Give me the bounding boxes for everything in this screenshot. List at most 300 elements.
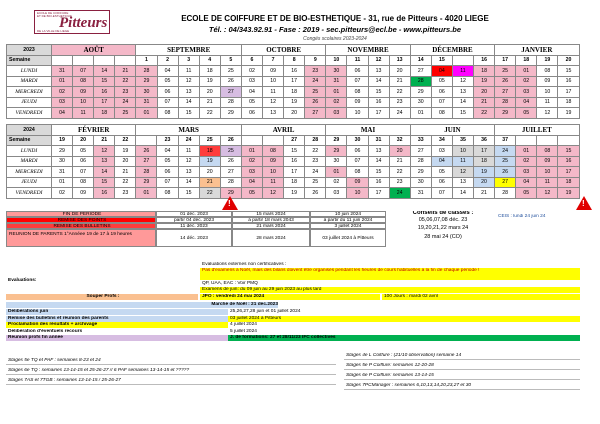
date-cell: 15 (284, 146, 305, 157)
date-cell: 01 (326, 167, 347, 178)
date-cell: 08 (537, 66, 558, 77)
month-header: AVRIL (241, 125, 325, 136)
month-header: OCTOBRE (241, 45, 325, 56)
date-cell: 21 (115, 167, 136, 178)
date-cell: 11 (452, 66, 473, 77)
date-cell: 09 (537, 76, 558, 87)
warning-icon: ! (222, 196, 238, 210)
date-cell: 06 (157, 167, 178, 178)
date-cell: 18 (558, 177, 579, 188)
week-number: 20 (73, 135, 94, 146)
date-cell: 11 (263, 87, 284, 98)
date-cell: 24 (305, 167, 326, 178)
date-cell: 27 (410, 66, 431, 77)
week-number: 11 (347, 55, 368, 66)
month-header: DÉCEMBRE (410, 45, 494, 56)
date-cell: 15 (558, 66, 579, 77)
external-evals: Evaluations externes non certificatives : (200, 262, 580, 268)
date-cell: 05 (431, 167, 452, 178)
week-number: 5 (220, 55, 241, 66)
admin-label: Proclamation des résultats + archivage (6, 322, 228, 328)
date-cell: 14 (94, 167, 115, 178)
day-label: JEUDI (7, 97, 52, 108)
stage-left: Stages 5e TQ et PAF : semaines 8-23 et 24 (6, 358, 336, 365)
date-cell: 26 (136, 146, 157, 157)
date-cell: 04 (241, 87, 262, 98)
date-cell: 23 (389, 97, 410, 108)
date-cell: 27 (495, 177, 516, 188)
week-number: 9 (305, 55, 326, 66)
date-cell: 21 (474, 188, 495, 199)
date-cell: 25 (305, 87, 326, 98)
date-cell: 19 (284, 97, 305, 108)
week-number (537, 135, 558, 146)
period-label: REMISE DES POINTS (6, 217, 156, 223)
week-number: 18 (516, 55, 537, 66)
month-header: SEPTEMBRE (136, 45, 242, 56)
week-number (452, 55, 473, 66)
date-cell: 13 (178, 87, 199, 98)
date-cell: 05 (241, 97, 262, 108)
week-number: 36 (474, 135, 495, 146)
date-cell: 07 (73, 167, 94, 178)
date-cell: 24 (495, 146, 516, 157)
date-cell: 31 (52, 66, 73, 77)
month-header: MARS (136, 125, 242, 136)
calendar-2024 (6, 124, 580, 199)
date-cell: 03 (241, 167, 262, 178)
week-number (516, 135, 537, 146)
week-number: 28 (305, 135, 326, 146)
date-cell: 29 (52, 146, 73, 157)
week-label: Semaine (7, 55, 52, 66)
date-cell: 17 (474, 146, 495, 157)
admin-value: J. de formations: 27 et 28/11/23 IFC collectives (228, 335, 580, 341)
date-cell: 01 (410, 108, 431, 119)
date-cell: 17 (94, 97, 115, 108)
date-cell: 22 (115, 76, 136, 87)
jpo: JPO : vendredi 24 mai 2024 (200, 294, 380, 300)
calendar-2023 (6, 44, 580, 119)
day-label: JEUDI (7, 177, 52, 188)
stage-right: Stages 7PCManager : semaines 6,10,13,14,20,23,27 et 30 (344, 383, 580, 390)
date-cell: 03 (52, 97, 73, 108)
date-cell: 26 (220, 156, 241, 167)
conseils-line1: 05,06,07,08 déc. 23 (418, 217, 468, 224)
date-cell: 20 (389, 66, 410, 77)
date-cell: 25 (220, 146, 241, 157)
date-cell: 29 (136, 76, 157, 87)
date-cell: 15 (94, 76, 115, 87)
week-number: 24 (178, 135, 199, 146)
date-cell: 10 (537, 87, 558, 98)
date-cell: 14 (368, 156, 389, 167)
date-cell: 31 (136, 97, 157, 108)
period-date: partir 04 déc. 2023 (156, 217, 232, 223)
date-cell: 10 (73, 97, 94, 108)
date-cell: 17 (368, 188, 389, 199)
ceis-note: CEIS : lundi 24 juin 24 (498, 214, 546, 219)
date-cell: 17 (368, 108, 389, 119)
date-cell: 12 (452, 76, 473, 87)
date-cell: 02 (326, 97, 347, 108)
week-number: 20 (558, 55, 579, 66)
date-cell: 17 (284, 76, 305, 87)
date-cell: 03 (516, 87, 537, 98)
date-cell: 05 (241, 188, 262, 199)
date-cell: 22 (199, 188, 220, 199)
school-logo (34, 10, 110, 34)
date-cell: 08 (347, 87, 368, 98)
date-cell: 23 (115, 188, 136, 199)
date-cell: 05 (157, 76, 178, 87)
week-number: 4 (199, 55, 220, 66)
date-cell: 13 (368, 66, 389, 77)
date-cell: 01 (52, 76, 73, 87)
date-cell: 24 (389, 108, 410, 119)
date-cell: 25 (115, 108, 136, 119)
date-cell: 14 (94, 66, 115, 77)
date-cell: 06 (431, 87, 452, 98)
date-cell: 20 (115, 156, 136, 167)
date-cell: 08 (73, 177, 94, 188)
date-cell: 15 (94, 177, 115, 188)
date-cell: 16 (558, 156, 579, 167)
period-date: 01 déc. 2023 (156, 211, 232, 217)
week-number: 17 (495, 55, 516, 66)
date-cell: 03 (241, 76, 262, 87)
date-cell: 04 (157, 66, 178, 77)
date-cell: 18 (199, 66, 220, 77)
date-cell: 11 (73, 108, 94, 119)
date-cell: 19 (474, 167, 495, 178)
date-cell: 05 (431, 76, 452, 87)
admin-value: 4 juillet 2024 (228, 322, 580, 328)
week-number: 15 (431, 55, 452, 66)
date-cell: 08 (347, 167, 368, 178)
week-number: 13 (389, 55, 410, 66)
date-cell: 12 (263, 188, 284, 199)
logo-brand: Pitteurs (59, 15, 108, 31)
date-cell: 20 (284, 108, 305, 119)
week-number (558, 135, 579, 146)
date-cell: 27 (136, 156, 157, 167)
date-cell: 07 (73, 66, 94, 77)
date-cell: 05 (516, 188, 537, 199)
date-cell: 09 (347, 177, 368, 188)
conseils-line2: 19,20,21,22 mars 24 (417, 225, 469, 232)
date-cell: 12 (178, 76, 199, 87)
date-cell: 09 (73, 87, 94, 98)
date-cell: 25 (495, 156, 516, 167)
date-cell: 29 (136, 177, 157, 188)
date-cell: 16 (558, 76, 579, 87)
day-label: MERCREDI (7, 87, 52, 98)
month-header: JANVIER (495, 45, 579, 56)
date-cell: 20 (199, 87, 220, 98)
evals-exams: Examens de juin: du 09 juin au 29 juin 2023 au plus tard (200, 287, 580, 293)
date-cell: 11 (537, 97, 558, 108)
date-cell: 20 (389, 146, 410, 157)
admin-value: 5 juillet 2024 (228, 329, 580, 335)
date-cell: 12 (537, 108, 558, 119)
week-number: 8 (284, 55, 305, 66)
contact-line: Tél. : 04/343.92.91 - Fase : 2019 - sec.pitteurs@ecl.be - www.pitteurs.be (208, 25, 462, 34)
marche-noel: Marché de Noël : 21 déc.2023 (6, 302, 278, 308)
year-cell: 2024 (7, 125, 52, 136)
date-cell: 02 (516, 76, 537, 87)
date-cell: 22 (389, 87, 410, 98)
date-cell: 02 (241, 66, 262, 77)
date-cell: 23 (305, 66, 326, 77)
date-cell: 12 (94, 146, 115, 157)
date-cell: 15 (178, 108, 199, 119)
date-cell: 13 (263, 108, 284, 119)
date-cell: 16 (284, 156, 305, 167)
date-cell: 30 (326, 156, 347, 167)
week-number: 35 (452, 135, 473, 146)
date-cell: 26 (305, 97, 326, 108)
period-label: FIN DE PÉRIODE (6, 211, 156, 217)
date-cell: 12 (263, 97, 284, 108)
admin-value: 25,26,27,28 juin et 01 juillet 2024 (228, 309, 580, 315)
conseils-line3: 28 mai 24 (CO) (424, 233, 462, 240)
date-cell: 17 (558, 167, 579, 178)
stage-right: Stages 5e P Coiffure: semaines 12-20-28 (344, 363, 580, 370)
date-cell: 03 (516, 167, 537, 178)
admin-label: Réunion profs fin année (6, 335, 228, 341)
date-cell: 21 (389, 76, 410, 87)
page-title: ECOLE DE COIFFURE ET DE BIO-ESTHETIQUE - 31, rue de Pitteurs - 4020 LIEGE (181, 14, 489, 23)
evaluations-label: Evaluations: (8, 278, 37, 283)
date-cell: 11 (452, 156, 473, 167)
date-cell: 28 (136, 66, 157, 77)
date-cell: 29 (220, 188, 241, 199)
date-cell: 13 (368, 146, 389, 157)
date-cell: 07 (157, 177, 178, 188)
period-date: 21 mars 2024 (232, 223, 310, 229)
day-label: MERCREDI (7, 167, 52, 178)
date-cell: 21 (199, 177, 220, 188)
date-cell: 20 (474, 87, 495, 98)
date-cell: 25 (220, 66, 241, 77)
date-cell: 22 (199, 108, 220, 119)
date-cell: 26 (305, 188, 326, 199)
stage-right: Stages 6e P Coiffure: semaines 13-14-15 (344, 373, 580, 380)
date-cell: 12 (178, 156, 199, 167)
date-cell: 27 (220, 87, 241, 98)
year-cell: 2023 (7, 45, 52, 56)
period-label: REMISE DES BULLETINS (6, 223, 156, 229)
date-cell: 27 (495, 87, 516, 98)
evals-note: Pas d'examens à Noël, mais des bilans doivent être organisés pendant les heures de cours habituelles à la fin de chaque période ! (200, 268, 580, 280)
date-cell: 16 (94, 87, 115, 98)
date-cell: 27 (220, 167, 241, 178)
date-cell: 28 (495, 97, 516, 108)
conseils-block (388, 211, 498, 259)
week-number: 19 (537, 55, 558, 66)
week-number: 34 (431, 135, 452, 146)
month-header: JUIN (410, 125, 494, 136)
week-number: 16 (474, 55, 495, 66)
date-cell: 13 (178, 167, 199, 178)
date-cell: 30 (136, 87, 157, 98)
date-cell: 30 (410, 97, 431, 108)
date-cell: 15 (558, 146, 579, 157)
week-number: 29 (326, 135, 347, 146)
date-cell: 05 (157, 156, 178, 167)
date-cell: 08 (157, 108, 178, 119)
week-number: 32 (389, 135, 410, 146)
period-date: 15 mars 2024 (232, 211, 310, 217)
evals-qp: QP, UAA, EAC : Voir PMQ (202, 281, 258, 286)
date-cell: 23 (115, 87, 136, 98)
date-cell: 08 (431, 108, 452, 119)
date-cell: 27 (410, 146, 431, 157)
period-date: 03 juillet 2024 à Pitteurs (310, 229, 386, 247)
date-cell: 01 (326, 87, 347, 98)
admin-label: Délibérations juin (6, 309, 228, 315)
date-cell: 05 (73, 146, 94, 157)
day-label: LUNDI (7, 146, 52, 157)
date-cell: 16 (368, 97, 389, 108)
date-cell: 03 (326, 108, 347, 119)
date-cell: 04 (431, 156, 452, 167)
date-cell: 08 (537, 146, 558, 157)
date-cell: 02 (516, 156, 537, 167)
date-cell: 01 (52, 177, 73, 188)
date-cell: 10 (263, 167, 284, 178)
period-date: 3 juillet 2024 (310, 223, 386, 229)
date-cell: 11 (178, 66, 199, 77)
date-cell: 28 (136, 167, 157, 178)
date-cell: 11 (178, 146, 199, 157)
date-cell: 08 (73, 76, 94, 87)
date-cell: 01 (136, 108, 157, 119)
date-cell: 07 (431, 188, 452, 199)
week-number (136, 135, 157, 146)
date-cell: 04 (516, 97, 537, 108)
date-cell: 09 (73, 188, 94, 199)
date-cell: 21 (115, 66, 136, 77)
date-cell: 18 (474, 156, 495, 167)
date-cell: 04 (52, 108, 73, 119)
date-cell: 12 (452, 167, 473, 178)
date-cell: 28 (220, 97, 241, 108)
date-cell: 01 (136, 188, 157, 199)
date-cell: 19 (558, 188, 579, 199)
date-cell: 09 (537, 156, 558, 167)
date-cell: 20 (199, 167, 220, 178)
date-cell: 06 (431, 177, 452, 188)
date-cell: 18 (199, 146, 220, 157)
week-number (52, 55, 73, 66)
week-number: 23 (157, 135, 178, 146)
week-number: 3 (178, 55, 199, 66)
date-cell: 12 (537, 188, 558, 199)
date-cell: 13 (452, 177, 473, 188)
date-cell: 29 (326, 146, 347, 157)
date-cell: 01 (516, 146, 537, 157)
date-cell: 21 (474, 97, 495, 108)
date-cell: 23 (389, 177, 410, 188)
date-cell: 09 (347, 97, 368, 108)
day-label: LUNDI (7, 66, 52, 77)
date-cell: 28 (220, 177, 241, 188)
date-cell: 23 (305, 156, 326, 167)
date-cell: 04 (241, 177, 262, 188)
conseils-title: Conseils de classes : (412, 211, 474, 216)
date-cell: 10 (347, 188, 368, 199)
date-cell: 17 (558, 87, 579, 98)
date-cell: 19 (284, 188, 305, 199)
date-cell: 04 (431, 66, 452, 77)
date-cell: 25 (305, 177, 326, 188)
date-cell: 07 (347, 76, 368, 87)
date-cell: 14 (452, 97, 473, 108)
period-date: 10 juin 2024 (310, 211, 386, 217)
week-number: 27 (284, 135, 305, 146)
date-cell: 31 (326, 76, 347, 87)
date-cell: 06 (347, 146, 368, 157)
date-cell: 31 (52, 167, 73, 178)
week-number: 31 (368, 135, 389, 146)
period-date: 11 déc. 2023 (156, 223, 232, 229)
date-cell: 07 (157, 97, 178, 108)
date-cell: 14 (452, 188, 473, 199)
date-cell: 15 (452, 108, 473, 119)
day-label: VENDREDI (7, 188, 52, 199)
day-label: VENDREDI (7, 108, 52, 119)
date-cell: 02 (326, 177, 347, 188)
month-header: AOÛT (52, 45, 136, 56)
date-cell: 28 (410, 156, 431, 167)
period-date: 28 mars 2024 (232, 229, 310, 247)
date-cell: 10 (347, 108, 368, 119)
date-cell: 19 (199, 76, 220, 87)
week-number: 6 (241, 55, 262, 66)
date-cell: 30 (410, 177, 431, 188)
month-header: FÉVRIER (52, 125, 136, 136)
date-cell: 02 (52, 87, 73, 98)
date-cell: 26 (220, 76, 241, 87)
week-number: 7 (263, 55, 284, 66)
date-cell: 21 (199, 97, 220, 108)
admin-label: Délibération d'éventuels recours (6, 329, 228, 335)
date-cell: 16 (368, 177, 389, 188)
week-number (115, 55, 136, 66)
date-cell: 29 (410, 167, 431, 178)
date-cell: 10 (263, 76, 284, 87)
week-number: 12 (368, 55, 389, 66)
date-cell: 04 (516, 177, 537, 188)
date-cell: 24 (389, 188, 410, 199)
souper-profs: Souper Profs : (6, 294, 198, 300)
date-cell: 19 (558, 108, 579, 119)
date-cell: 16 (94, 188, 115, 199)
stage-left: Stages 7AS et 7TGB : semaines 13-14-15 / 25-26-27 (6, 378, 336, 385)
logo-line1: ECOLE DE COIFFURE (37, 11, 69, 15)
cent-jours: 100 Jours : mardi 02 avril (382, 294, 580, 300)
date-cell: 10 (452, 146, 473, 157)
subtitle: Congés scolaires 2023-2024 (303, 36, 367, 42)
month-header: JUILLET (495, 125, 579, 136)
date-cell: 24 (115, 97, 136, 108)
week-number (263, 135, 284, 146)
week-number (73, 55, 94, 66)
date-cell: 29 (410, 87, 431, 98)
date-cell: 01 (241, 146, 262, 157)
